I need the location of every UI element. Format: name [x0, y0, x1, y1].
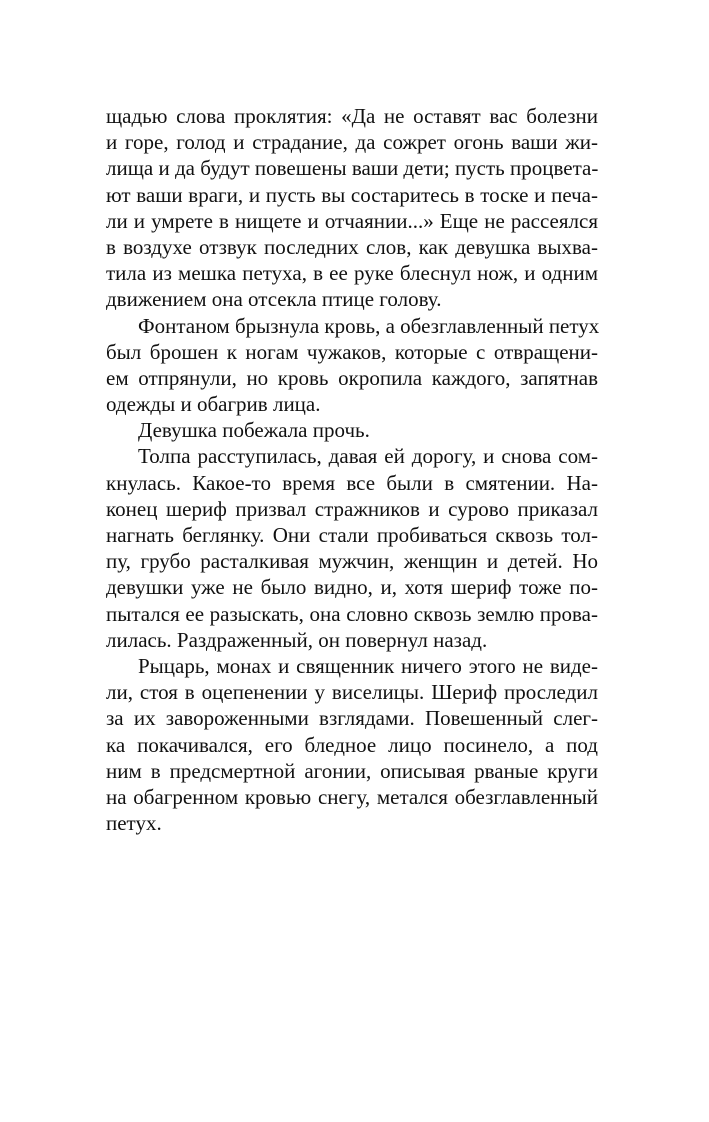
- text-line: за их завороженными взглядами. Повешенный слег-: [106, 706, 598, 731]
- text-line: лилась. Раздраженный, он повернул назад.: [106, 627, 488, 652]
- paragraph: [106, 417, 598, 443]
- paragraph: [106, 443, 598, 653]
- text-line: ка покачивался, его бледное лицо посинело, а под: [106, 732, 598, 757]
- text-line: девушки уже не было видно, и, хотя шериф тоже по-: [106, 575, 598, 600]
- text-line: Девушка побежала прочь.: [138, 418, 370, 443]
- text-line: лища и да будут повешены ваши дети; пусть процвета-: [106, 156, 599, 181]
- text-line: пу, грубо расталкивая мужчин, женщин и детей. Но: [106, 549, 598, 574]
- text-line: конец шериф призвал стражников и сурово приказал: [106, 496, 598, 521]
- text-line: Толпа расступилась, давая ей дорогу, и снова сом-: [138, 444, 598, 469]
- text-line: в воздухе отзвук последних слов, как девушка выхва-: [106, 234, 598, 259]
- text-line: ли и умрете в нищете и отчаянии...» Еще не рассеялся: [106, 208, 598, 233]
- text-line: одежды и обагрив лица.: [106, 392, 321, 417]
- text-line: ем отпрянули, но кровь окропила каждого, запятнав: [106, 365, 598, 390]
- paragraph: [106, 313, 598, 418]
- text-line: ним в предсмертной агонии, описывая рваные круги: [106, 758, 598, 783]
- text-line: Фонтаном брызнула кровь, а обезглавленный петух: [138, 313, 600, 338]
- text-line: движением она отсекла птице голову.: [106, 287, 442, 312]
- book-page-text: [106, 103, 598, 836]
- text-line: ли, стоя в оцепенении у виселицы. Шериф проследил: [106, 680, 598, 705]
- text-line: Рыцарь, монах и священник ничего этого не виде-: [138, 653, 598, 678]
- text-line: кнулась. Какое-то время все были в смятении. На-: [106, 470, 598, 495]
- text-line: ют ваши враги, и пусть вы состаритесь в тоске и печа-: [106, 182, 598, 207]
- text-line: петух.: [106, 811, 162, 836]
- text-line: был брошен к ногам чужаков, которые с отвращени-: [106, 339, 598, 364]
- text-line: нагнать беглянку. Они стали пробиваться сквозь тол-: [106, 523, 598, 547]
- text-line: пытался ее разыскать, она словно сквозь землю прова-: [106, 601, 598, 626]
- text-line: тила из мешка петуха, в ее руке блеснул нож, и одним: [106, 261, 598, 286]
- paragraph: [106, 103, 598, 313]
- text-line: на обагренном кровью снегу, метался обезглавленный: [106, 784, 598, 809]
- text-line: щадью слова проклятия: «Да не оставят вас болезни: [106, 104, 598, 128]
- paragraph: [106, 653, 598, 836]
- text-line: и горе, голод и страдание, да сожрет огонь ваши жи-: [106, 130, 598, 155]
